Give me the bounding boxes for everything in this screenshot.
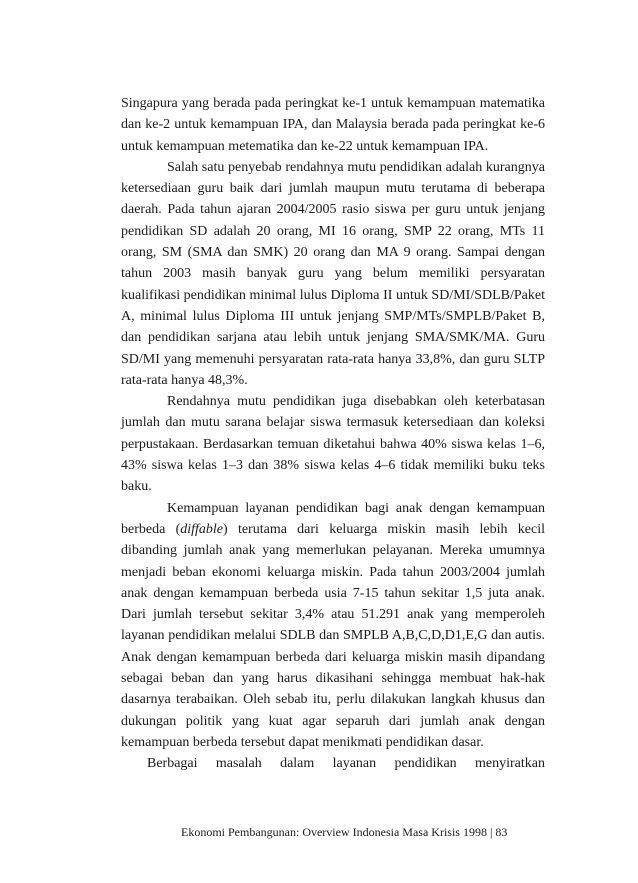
paragraph-4: [121, 498, 545, 754]
paragraph-1: [121, 93, 545, 157]
paragraph-2: [121, 157, 545, 391]
paragraph-2-text: Salah satu penyebab rendahnya mutu pendidikan adalah kurangnya ketersediaan guru baik dari jumlah maupun mutu terutama di beberapa daerah. Pada tahun ajaran 2004/2005 rasio siswa per guru untuk jenjang pendidikan SD adalah 20 orang, MI 16 orang, SMP 22 orang, MTs 11 orang, SM (SMA dan SMK) 20 orang dan MA 9 orang. Sampai dengan tahun 2003 masih banyak guru yang belum memiliki persyaratan kualifikasi pendidikan minimal lulus Diploma II untuk SD/MI/SDLB/Paket A, minimal lulus Diploma III untuk jenjang SMP/MTs/SMPLB/Paket B, dan pendidikan sarjana atau lebih untuk jenjang SMA/SMK/MA. Guru SD/MI yang memenuhi persyaratan rata-rata hanya 33,8%, dan guru SLTP rata-rata hanya 48,3%.: [121, 159, 545, 388]
page-footer: [181, 825, 551, 840]
paragraph-3-text: Rendahnya mutu pendidikan juga disebabkan oleh keterbatasan jumlah dan mutu sarana belajar siswa termasuk ketersediaan dan koleksi perpustakaan. Berdasarkan temuan diketahui bahwa 40% siswa kelas 1–6, 43% siswa kelas 1–3 dan 38% siswa kelas 4–6 tidak memiliki buku teks baku.: [121, 394, 545, 495]
footer-text: Ekonomi Pembangunan: Overview Indonesia Masa Krisis 1998 | 83: [181, 825, 508, 839]
paragraph-1-text: Singapura yang berada pada peringkat ke-1 untuk kemampuan matematika dan ke-2 untuk kemampuan IPA, dan Malaysia berada pada peringkat ke-6 untuk kemampuan metematika dan ke-22 untuk kemampuan IPA.: [121, 96, 545, 154]
paragraph-4-italic-term: diffable: [180, 521, 224, 537]
paragraph-4-text-b: ) terutama dari keluarga miskin masih lebih kecil dibanding jumlah anak yang memerlukan pelayanan. Mereka umumnya menjadi beban ekonomi keluarga miskin. Pada tahun 2003/2004 jumlah anak dengan kemampuan berbeda usia 7-15 tahun sekitar 1,5 juta anak. Dari jumlah tersebut sekitar 3,4% atau 51.291 anak yang memperoleh layanan pendidikan melalui SDLB dan SMPLB A,B,C,D,D1,E,G dan autis. Anak dengan kemampuan berbeda dari keluarga miskin masih dipandang sebagai beban dan yang harus dikasihani sehingga membuat hak-hak dasarnya terabaikan. Oleh sebab itu, perlu dilakukan langkah khusus dan dukungan politik yang kuat agar separuh dari jumlah anak dengan kemampuan berbeda tersebut dapat menikmati pendidikan dasar.: [121, 521, 545, 750]
paragraph-3: [121, 391, 545, 497]
body-text: [121, 93, 545, 775]
paragraph-5: [121, 753, 545, 774]
paragraph-5-text: Berbagai masalah dalam layanan pendidikan menyiratkan: [147, 756, 545, 772]
paragraph-4-text-a: Kemampuan layanan pendidikan bagi anak dengan kemampuan berbeda (: [121, 500, 545, 537]
